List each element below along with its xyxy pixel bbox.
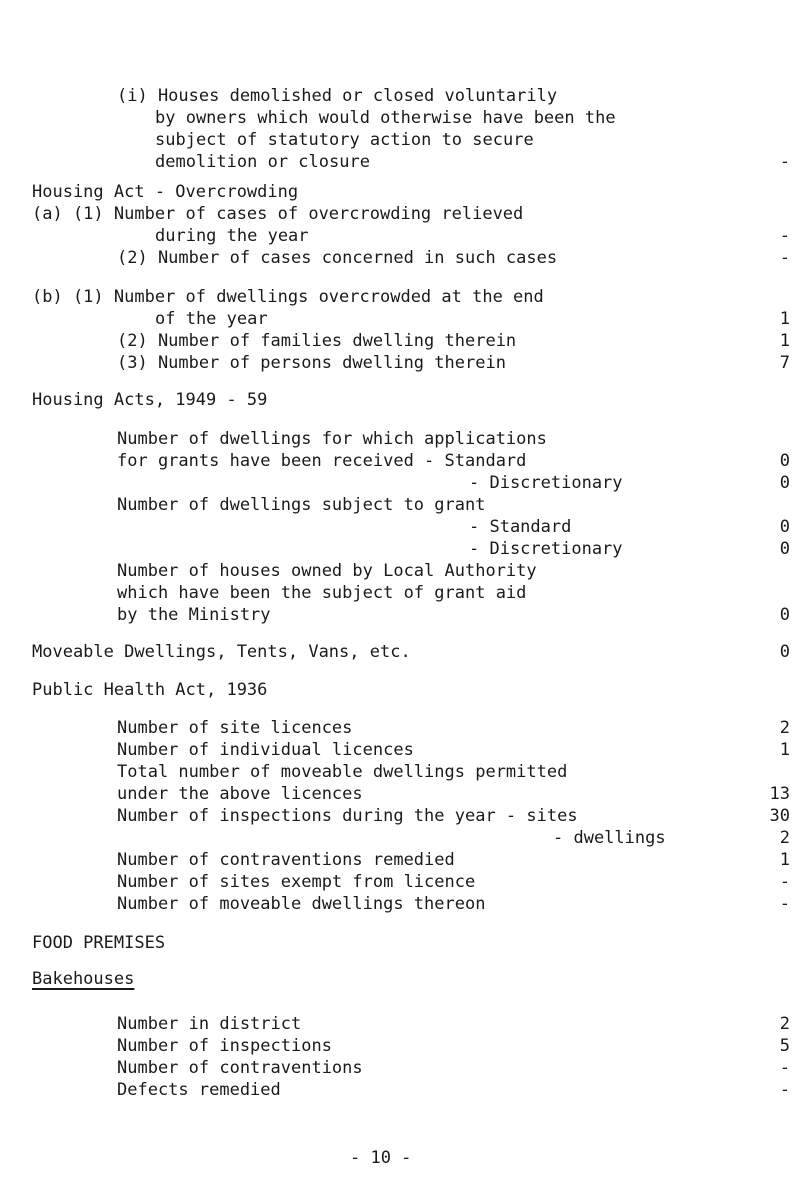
- voluntary-value: -: [779, 152, 790, 172]
- public-health-contraventions-line: Number of contraventions remedied: [117, 850, 455, 870]
- public-health-thereon-line: Number of moveable dwellings thereon: [117, 894, 486, 914]
- overcrowding-a1-line-2: during the year: [155, 226, 309, 246]
- public-health-exempt-line: Number of sites exempt from licence: [117, 872, 476, 892]
- public-health-inspections-sites-value: 30: [769, 806, 790, 826]
- overcrowding-b2-value: 1: [779, 331, 790, 351]
- public-health-inspections-dwellings-value: 2: [779, 828, 790, 848]
- grants-apps-line-2: for grants have been received - Standard: [117, 451, 527, 471]
- food-subheading: Bakehouses: [32, 969, 135, 989]
- grants-la-line-1: Number of houses owned by Local Authority: [117, 561, 537, 581]
- grants-apps-line-3: - Discretionary: [469, 473, 623, 493]
- grants-subject-discretionary-value: 0: [779, 539, 790, 559]
- grants-subject-line-1: Number of dwellings subject to grant: [117, 495, 486, 515]
- grants-subject-line-2: - Standard: [469, 517, 572, 537]
- grants-la-line-3: by the Ministry: [117, 605, 271, 625]
- overcrowding-heading: Housing Act - Overcrowding: [32, 182, 299, 202]
- public-health-total-line-2: under the above licences: [117, 784, 363, 804]
- grants-heading: Housing Acts, 1949 - 59: [32, 390, 268, 410]
- grants-apps-line-1: Number of dwellings for which applications: [117, 429, 547, 449]
- public-health-inspections-line-1: Number of inspections during the year - sites: [117, 806, 578, 826]
- food-inspections-line: Number of inspections: [117, 1036, 332, 1056]
- food-contraventions-line: Number of contraventions: [117, 1058, 363, 1078]
- food-defects-line: Defects remedied: [117, 1080, 281, 1100]
- voluntary-line-4: demolition or closure: [155, 152, 370, 172]
- voluntary-line-3: subject of statutory action to secure: [155, 130, 534, 150]
- moveable-value: 0: [779, 642, 790, 662]
- public-health-indiv-line: Number of individual licences: [117, 740, 414, 760]
- public-health-exempt-value: -: [779, 872, 790, 892]
- voluntary-line-2: by owners which would otherwise have been the: [155, 108, 616, 128]
- food-district-line: Number in district: [117, 1014, 302, 1034]
- public-health-total-line-1: Total number of moveable dwellings permitted: [117, 762, 568, 782]
- public-health-contraventions-value: 1: [779, 850, 790, 870]
- food-heading: FOOD PREMISES: [32, 933, 166, 953]
- overcrowding-b2-line: (2) Number of families dwelling therein: [117, 331, 517, 351]
- public-health-indiv-value: 1: [779, 740, 790, 760]
- overcrowding-b1-value: 1: [779, 309, 790, 329]
- grants-subject-line-3: - Discretionary: [469, 539, 623, 559]
- overcrowding-b3-line: (3) Number of persons dwelling therein: [117, 353, 506, 373]
- public-health-thereon-value: -: [779, 894, 790, 914]
- grants-la-line-2: which have been the subject of grant aid: [117, 583, 527, 603]
- public-health-site-line: Number of site licences: [117, 718, 353, 738]
- public-health-site-value: 2: [779, 718, 790, 738]
- grants-apps-discretionary-value: 0: [779, 473, 790, 493]
- grants-apps-standard-value: 0: [779, 451, 790, 471]
- food-contraventions-value: -: [779, 1058, 790, 1078]
- food-district-value: 2: [779, 1014, 790, 1034]
- overcrowding-b1-line-2: of the year: [155, 309, 268, 329]
- overcrowding-b3-value: 7: [779, 353, 790, 373]
- page-number: - 10 -: [350, 1148, 412, 1168]
- grants-la-value: 0: [779, 605, 790, 625]
- overcrowding-a1-line-1: (a) (1) Number of cases of overcrowding relieved: [32, 204, 524, 224]
- food-defects-value: -: [779, 1080, 790, 1100]
- overcrowding-b1-line-1: (b) (1) Number of dwellings overcrowded at the end: [32, 287, 544, 307]
- overcrowding-a1-value: -: [779, 226, 790, 246]
- overcrowding-a2-value: -: [779, 248, 790, 268]
- public-health-inspections-line-2: - dwellings: [553, 828, 666, 848]
- public-health-total-value: 13: [769, 784, 790, 804]
- overcrowding-a2-line: (2) Number of cases concerned in such cases: [117, 248, 558, 268]
- public-health-heading: Public Health Act, 1936: [32, 680, 268, 700]
- moveable-line: Moveable Dwellings, Tents, Vans, etc.: [32, 642, 411, 662]
- food-inspections-value: 5: [779, 1036, 790, 1056]
- voluntary-line-1: (i) Houses demolished or closed voluntarily: [117, 86, 558, 106]
- grants-subject-standard-value: 0: [779, 517, 790, 537]
